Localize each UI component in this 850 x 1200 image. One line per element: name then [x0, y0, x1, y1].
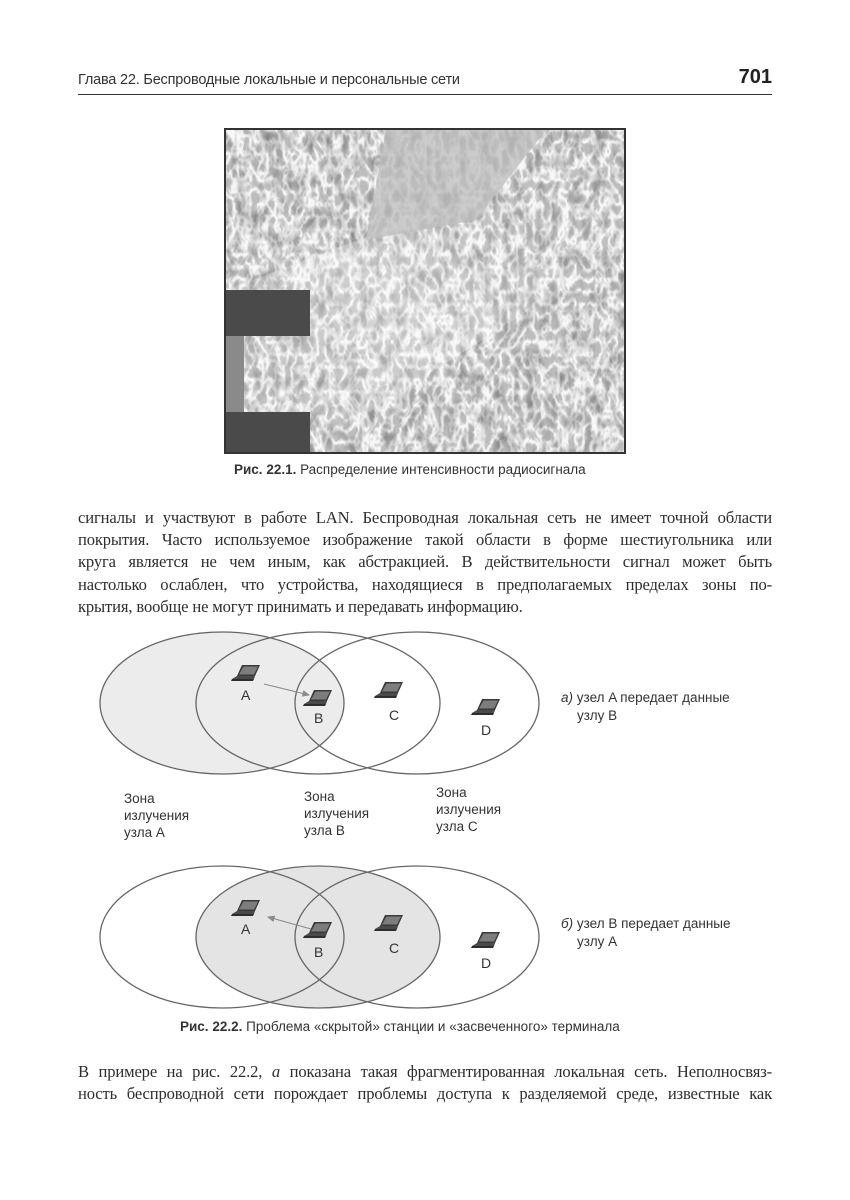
- figure-1-caption-text: Распределение интенсивности радиосигнала: [300, 462, 586, 477]
- paragraph-line: крытия, вообще не могут принимать и передавать информацию.: [78, 596, 523, 616]
- panel-b-line2: узлу A: [577, 934, 618, 949]
- node-label-d: D: [481, 955, 492, 971]
- node-label-d: D: [481, 722, 492, 738]
- zone-label-c: Зона излучения узла C: [436, 785, 502, 834]
- panel-b-marker: б): [561, 916, 574, 931]
- zone-label-a: Зона излучения узла A: [124, 791, 190, 840]
- laptop-d-icon: [471, 699, 500, 715]
- node-label-c: C: [389, 940, 400, 956]
- panel-a-marker: а): [561, 690, 574, 705]
- panel-a-note: [561, 689, 730, 725]
- paragraph-line: ность беспроводной сети порождает проблемы доступа к разделяемой среде, известные как: [78, 1084, 772, 1104]
- node-label-c: C: [389, 707, 400, 723]
- node-label-a: A: [241, 921, 251, 937]
- page-number: 701: [738, 66, 772, 88]
- panel-a-line1: узел A передает данные: [576, 690, 730, 705]
- paragraph-line: В примере на рис. 22.2, а показана такая фрагментированная локальная сеть. Неполносвяз-: [78, 1062, 772, 1081]
- panel-a-line2: узлу B: [577, 708, 618, 723]
- diagram-panel-a: [100, 632, 539, 774]
- node-label-b: B: [314, 710, 324, 726]
- paragraph-line: покрытия. Часто используемое изображение такой области в форме шестиугольника или: [78, 530, 772, 550]
- node-label-b: B: [314, 944, 324, 960]
- laptop-d-icon: [471, 932, 500, 948]
- panel-b-line1: узел B передает данные: [576, 916, 731, 931]
- figure-2-caption: [180, 1019, 620, 1034]
- paragraph-line: круга является не чем иным, как абстракцией. В действительности сигнал может быть: [78, 552, 772, 572]
- figure-2-caption-text: Проблема «скрытой» станции и «засвеченного» терминала: [246, 1019, 620, 1034]
- body-paragraph-2: [78, 1061, 772, 1105]
- chapter-title: Глава 22. Беспроводные локальные и персональные сети: [78, 72, 460, 88]
- diagram-panel-b: [100, 866, 539, 1008]
- figure-2-label: Рис. 22.2.: [180, 1019, 243, 1034]
- panel-b-note: [561, 915, 731, 951]
- laptop-c-icon: [374, 682, 403, 698]
- paragraph-line: настолько ослаблен, что устройства, находящиеся в предполагаемых пределах зоны по-: [78, 574, 772, 594]
- paragraph-line: сигналы и участвуют в работе LAN. Беспроводная локальная сеть не имеет точной области: [78, 508, 772, 527]
- node-label-a: A: [241, 687, 251, 703]
- figure-1-label: Рис. 22.1.: [234, 462, 297, 477]
- zone-label-b: Зона излучения узла B: [304, 789, 370, 838]
